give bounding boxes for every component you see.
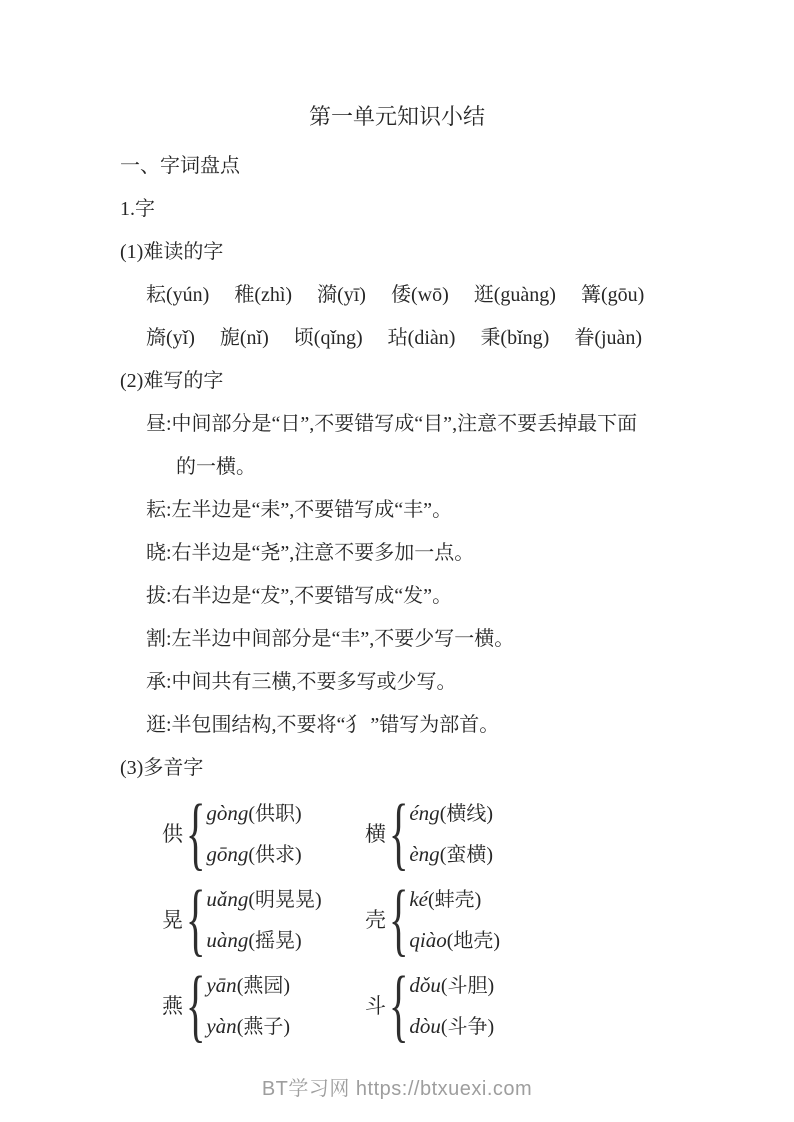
example-word: (地壳) <box>446 930 501 952</box>
example-word: (蚌壳) <box>428 889 482 911</box>
hard-write-note: 逛:半包围结构,不要将“犭 ”错写为部首。 <box>146 714 500 736</box>
char-item: 篝(gōu) <box>580 284 645 306</box>
pinyin-text: uàng <box>206 928 249 952</box>
pronunciation-entry <box>206 880 321 921</box>
head-character: 斗 <box>365 994 386 1018</box>
example-word: (横线) <box>439 803 494 825</box>
site-watermark: BT学习网 https://btxuexi.com <box>261 1078 533 1100</box>
hard-read-line2 <box>146 317 794 360</box>
pronunciation-entry <box>206 835 301 876</box>
pinyin-text: qiào <box>409 928 447 952</box>
example-word: (蛮横) <box>439 844 494 866</box>
polyphonic-row <box>162 873 794 964</box>
polyphonic-group-dou <box>365 959 568 1050</box>
head-character: 燕 <box>162 994 183 1018</box>
pronunciation-entry <box>409 880 500 921</box>
polyphonic-group-gong <box>162 787 365 878</box>
hard-write-note: 晓:右半边是“尧”,注意不要多加一点。 <box>146 542 475 564</box>
polyphonic-group-heng <box>365 787 568 878</box>
brace-glyph: { <box>185 959 206 1050</box>
hard-read-line1 <box>146 274 794 317</box>
hard-write-note-continued: 的一横。 <box>176 456 256 478</box>
head-character: 供 <box>162 822 183 846</box>
head-character: 横 <box>365 822 386 846</box>
pronunciation-entry <box>206 794 301 835</box>
pronunciation-entry <box>206 966 290 1007</box>
pinyin-text: yān <box>206 973 237 997</box>
pronunciation-entries <box>206 880 321 958</box>
subsection-heading: 1.字 <box>120 198 155 220</box>
char-item: 玷(diàn) <box>387 327 456 349</box>
example-word: (供求) <box>248 844 302 866</box>
char-item: 秉(bǐng) <box>480 327 550 349</box>
pinyin-text: éng <box>409 801 440 825</box>
char-item: 眷(juàn) <box>574 327 643 349</box>
char-item: 旖(yǐ) <box>146 327 195 349</box>
pinyin-text: dǒu <box>409 973 441 997</box>
hard-write-note: 昼:中间部分是“日”,不要错写成“目”,注意不要丢掉最下面 <box>146 413 638 435</box>
hard-write-note: 割:左半边中间部分是“丰”,不要少写一横。 <box>146 628 515 650</box>
polyphonic-label: (3)多音字 <box>120 757 204 779</box>
pinyin-text: ké <box>409 887 429 911</box>
pinyin-text: uǎng <box>206 887 249 911</box>
example-word: (斗争) <box>440 1016 495 1038</box>
pronunciation-entry <box>206 1007 290 1048</box>
char-item: 逛(guàng) <box>473 284 556 306</box>
char-item: 漪(yī) <box>317 284 366 306</box>
pronunciation-entry <box>409 835 493 876</box>
polyphonic-group-yan <box>162 959 365 1050</box>
pronunciation-entries <box>206 966 290 1044</box>
hard-write-note: 承:中间共有三横,不要多写或少写。 <box>146 671 457 693</box>
example-word: (摇晃) <box>248 930 302 952</box>
hard-read-label: (1)难读的字 <box>120 241 224 263</box>
pronunciation-entry <box>409 794 493 835</box>
pronunciation-entry <box>409 966 494 1007</box>
example-word: (燕园) <box>236 975 291 997</box>
head-character: 壳 <box>365 908 386 932</box>
pronunciation-entries <box>409 794 493 872</box>
pinyin-text: gòng <box>206 801 249 825</box>
hard-write-label: (2)难写的字 <box>120 370 224 392</box>
pinyin-text: èng <box>409 842 440 866</box>
head-character: 晃 <box>162 908 183 932</box>
brace-glyph: { <box>185 873 206 964</box>
polyphonic-row <box>162 959 794 1050</box>
char-item: 顷(qǐng) <box>293 327 363 349</box>
section-heading: 一、字词盘点 <box>120 155 240 177</box>
char-item: 稚(zhì) <box>234 284 293 306</box>
example-word: (明晃晃) <box>248 889 322 911</box>
char-item: 旎(nǐ) <box>219 327 269 349</box>
page-title: 第一单元知识小结 <box>308 104 485 129</box>
pinyin-text: yàn <box>206 1014 237 1038</box>
polyphonic-group-huang <box>162 873 365 964</box>
example-word: (供职) <box>248 803 302 825</box>
pronunciation-entries <box>409 880 500 958</box>
hard-write-note: 拔:右半边是“犮”,不要错写成“发”。 <box>146 585 453 607</box>
pronunciation-entry <box>409 921 500 962</box>
char-item: 倭(wō) <box>390 284 449 306</box>
hard-write-note: 耘:左半边是“耒”,不要错写成“丰”。 <box>146 499 453 521</box>
pronunciation-entry <box>409 1007 494 1048</box>
pronunciation-entry <box>206 921 321 962</box>
example-word: (斗胆) <box>440 975 495 997</box>
example-word: (燕子) <box>236 1016 291 1038</box>
brace-glyph: { <box>185 787 206 878</box>
char-item: 耘(yún) <box>146 284 210 306</box>
brace-glyph: { <box>388 787 409 878</box>
polyphonic-row <box>162 787 794 878</box>
brace-glyph: { <box>388 959 409 1050</box>
brace-glyph: { <box>388 873 409 964</box>
polyphonic-group-ke <box>365 873 568 964</box>
pinyin-text: dòu <box>409 1014 441 1038</box>
pronunciation-entries <box>409 966 494 1044</box>
pronunciation-entries <box>206 794 301 872</box>
pinyin-text: gōng <box>206 842 249 866</box>
